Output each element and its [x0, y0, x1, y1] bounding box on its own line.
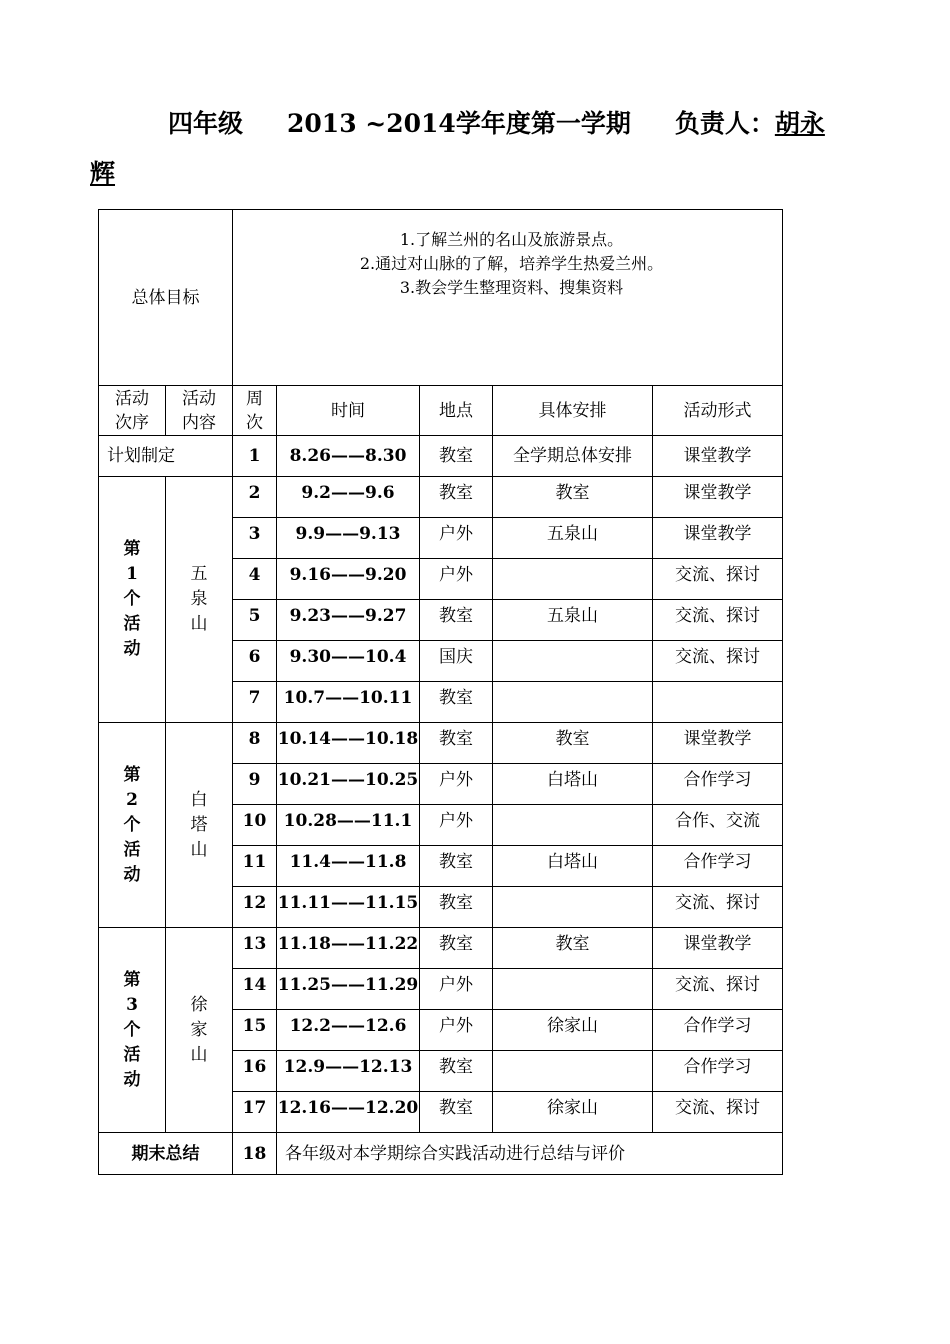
goals-label: 总体目标: [99, 210, 233, 386]
form-cell: 课堂教学: [653, 518, 783, 559]
time-cell: 10.14——10.18: [277, 723, 420, 764]
col-header-content-text: 活动内容: [182, 388, 216, 433]
arrangement-cell: [493, 887, 653, 928]
week-cell: 8: [233, 723, 277, 764]
time-cell: 9.16——9.20: [277, 559, 420, 600]
col-header-order: [99, 386, 166, 436]
arrangement-cell: 徐家山: [493, 1092, 653, 1133]
place-cell: 户外: [420, 559, 493, 600]
arrangement-cell: 全学期总体安排: [493, 436, 653, 477]
goals-list: [233, 210, 783, 386]
title-year: 2013 ~2014: [287, 109, 456, 138]
place-cell: 户外: [420, 1010, 493, 1051]
activity-order-cell: [99, 477, 166, 723]
title-continuation: [90, 150, 115, 198]
activity-content-cell: [166, 477, 233, 723]
form-cell: 交流、探讨: [653, 1092, 783, 1133]
time-cell: 11.18——11.22: [277, 928, 420, 969]
place-cell: 教室: [420, 846, 493, 887]
week-cell: 7: [233, 682, 277, 723]
place-cell: 户外: [420, 805, 493, 846]
time-cell: 10.21——10.25: [277, 764, 420, 805]
activity-content-cell: [166, 723, 233, 928]
activity-content: 白塔山: [190, 789, 208, 860]
week-cell: 11: [233, 846, 277, 887]
col-header-week: [233, 386, 277, 436]
arrangement-cell: 教室: [493, 477, 653, 518]
place-cell: 教室: [420, 1051, 493, 1092]
time-cell: 12.16——12.20: [277, 1092, 420, 1133]
place-cell: 教室: [420, 1092, 493, 1133]
place-cell: 教室: [420, 436, 493, 477]
time-cell: 11.11——11.15: [277, 887, 420, 928]
col-header-week-text: 周次: [246, 388, 263, 433]
place-cell: 教室: [420, 887, 493, 928]
activity-content: 五泉山: [190, 564, 208, 634]
time-cell: 12.2——12.6: [277, 1010, 420, 1051]
arrangement-cell: 教室: [493, 928, 653, 969]
week-cell: 4: [233, 559, 277, 600]
time-cell: 10.7——10.11: [277, 682, 420, 723]
arrangement-cell: [493, 559, 653, 600]
title-owner-name: 胡永: [774, 109, 825, 138]
col-header-time: 时间: [277, 386, 420, 436]
form-cell: 合作、交流: [653, 805, 783, 846]
arrangement-cell: 五泉山: [493, 600, 653, 641]
week-cell: 3: [233, 518, 277, 559]
arrangement-cell: 白塔山: [493, 846, 653, 887]
activity-week-row: [99, 928, 783, 969]
goal-item: 1.了解兰州的名山及旅游景点。: [399, 230, 624, 249]
title-semester: 学年度第一学期: [455, 109, 631, 138]
time-cell: 11.25——11.29: [277, 969, 420, 1010]
form-cell: 交流、探讨: [653, 559, 783, 600]
week-cell: 6: [233, 641, 277, 682]
summary-label: 期末总结: [99, 1133, 233, 1175]
week-cell: 9: [233, 764, 277, 805]
form-cell: [653, 682, 783, 723]
title-owner-label: 负责人：: [674, 109, 775, 138]
week-cell: 14: [233, 969, 277, 1010]
place-cell: 教室: [420, 600, 493, 641]
activity-week-row: [99, 477, 783, 518]
time-cell: 9.2——9.6: [277, 477, 420, 518]
arrangement-cell: 教室: [493, 723, 653, 764]
place-cell: 国庆: [420, 641, 493, 682]
time-cell: 9.30——10.4: [277, 641, 420, 682]
time-cell: 9.9——9.13: [277, 518, 420, 559]
goal-item: 2.通过对山脉的了解，培养学生热爱兰州。: [359, 254, 664, 273]
place-cell: 教室: [420, 928, 493, 969]
place-cell: 教室: [420, 682, 493, 723]
place-cell: 户外: [420, 764, 493, 805]
activity-content-cell: [166, 928, 233, 1133]
goals-row: [99, 210, 783, 386]
title-grade: 四年级: [168, 109, 244, 138]
form-cell: 课堂教学: [653, 723, 783, 764]
place-cell: 教室: [420, 723, 493, 764]
arrangement-cell: [493, 682, 653, 723]
time-cell: 11.4——11.8: [277, 846, 420, 887]
week-cell: 10: [233, 805, 277, 846]
arrangement-cell: 徐家山: [493, 1010, 653, 1051]
form-cell: 合作学习: [653, 1010, 783, 1051]
col-header-content: [166, 386, 233, 436]
form-cell: 合作学习: [653, 1051, 783, 1092]
goal-item: 3.教会学生整理资料、搜集资料: [399, 278, 624, 297]
form-cell: 交流、探讨: [653, 969, 783, 1010]
col-header-place: 地点: [420, 386, 493, 436]
place-cell: 户外: [420, 518, 493, 559]
arrangement-cell: [493, 805, 653, 846]
form-cell: 课堂教学: [653, 436, 783, 477]
column-header-row: [99, 386, 783, 436]
form-cell: 交流、探讨: [653, 887, 783, 928]
week-cell: 16: [233, 1051, 277, 1092]
arrangement-cell: [493, 641, 653, 682]
arrangement-cell: [493, 969, 653, 1010]
arrangement-cell: 五泉山: [493, 518, 653, 559]
activity-order-cell: [99, 928, 166, 1133]
plan-row: [99, 436, 783, 477]
week-cell: 15: [233, 1010, 277, 1051]
week-cell: 12: [233, 887, 277, 928]
plan-label: 计划制定: [99, 436, 233, 477]
activity-order: 第1个活动: [123, 539, 141, 659]
summary-text: 各年级对本学期综合实践活动进行总结与评价: [277, 1133, 783, 1175]
activity-plan-table: [98, 209, 783, 1175]
activity-order: 第3个活动: [123, 969, 141, 1090]
title-owner-name-cont: 辉: [90, 159, 116, 188]
document-title: [90, 100, 870, 148]
form-cell: 课堂教学: [653, 477, 783, 518]
week-cell: 18: [233, 1133, 277, 1175]
activity-week-row: [99, 723, 783, 764]
form-cell: 合作学习: [653, 846, 783, 887]
time-cell: 10.28——11.1: [277, 805, 420, 846]
week-cell: 2: [233, 477, 277, 518]
week-cell: 1: [233, 436, 277, 477]
form-cell: 课堂教学: [653, 928, 783, 969]
col-header-arrangement: 具体安排: [493, 386, 653, 436]
form-cell: 交流、探讨: [653, 600, 783, 641]
week-cell: 5: [233, 600, 277, 641]
arrangement-cell: 白塔山: [493, 764, 653, 805]
place-cell: 户外: [420, 969, 493, 1010]
activity-order: 第2个活动: [123, 764, 141, 885]
activity-content: 徐家山: [190, 994, 208, 1065]
time-cell: 12.9——12.13: [277, 1051, 420, 1092]
form-cell: 交流、探讨: [653, 641, 783, 682]
form-cell: 合作学习: [653, 764, 783, 805]
col-header-form: 活动形式: [653, 386, 783, 436]
week-cell: 17: [233, 1092, 277, 1133]
time-cell: 8.26——8.30: [277, 436, 420, 477]
week-cell: 13: [233, 928, 277, 969]
activity-order-cell: [99, 723, 166, 928]
col-header-order-text: 活动次序: [115, 388, 149, 433]
arrangement-cell: [493, 1051, 653, 1092]
summary-row: [99, 1133, 783, 1175]
time-cell: 9.23——9.27: [277, 600, 420, 641]
place-cell: 教室: [420, 477, 493, 518]
